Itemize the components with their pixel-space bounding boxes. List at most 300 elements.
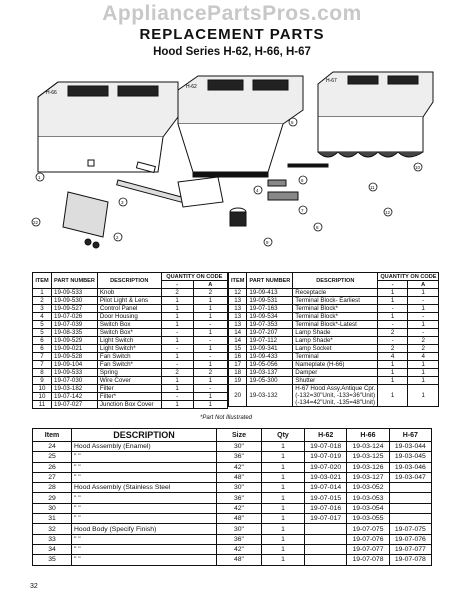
table-row xyxy=(33,329,228,337)
cell-part: 19-09-534 xyxy=(247,313,293,321)
cell-qty: 1 xyxy=(262,452,305,462)
cell-description: " " xyxy=(72,452,217,462)
cell-item: 11 xyxy=(33,401,52,409)
cell-h67: 19-07-076 xyxy=(389,534,431,544)
cell-qty-a: 1 xyxy=(193,329,227,337)
table-row xyxy=(229,361,439,369)
cell-item: 6 xyxy=(33,345,52,353)
cell-qty: 1 xyxy=(262,462,305,472)
cell-qty-dash: 2 xyxy=(378,345,408,353)
table-row xyxy=(33,472,432,482)
cell-item: 10 xyxy=(33,393,52,401)
cell-part: 19-07-207 xyxy=(247,329,293,337)
cell-qty-dash: 1 xyxy=(161,377,193,385)
table-row xyxy=(33,313,228,321)
callout-label: 22 xyxy=(33,220,39,225)
cell-size: 36" xyxy=(217,452,262,462)
cell-qty: 1 xyxy=(262,555,305,565)
cell-part: 19-09-533 xyxy=(52,289,98,297)
cell-description: Damper xyxy=(293,369,378,377)
cell-description: Pilot Light & Lens xyxy=(97,297,161,305)
cell-description: Receptacle xyxy=(293,289,378,297)
cell-qty: 1 xyxy=(262,442,305,452)
cell-h67: 19-07-078 xyxy=(389,555,431,565)
cell-item: 13 xyxy=(229,297,247,305)
cell-h66: 19-03-126 xyxy=(347,462,389,472)
cell-item: 18 xyxy=(229,369,247,377)
table-row xyxy=(33,462,432,472)
cell-description: Hood Assembly (Enamel) xyxy=(72,442,217,452)
cell-qty-dash: 4 xyxy=(378,353,408,361)
cell-part: 19-03-137 xyxy=(247,369,293,377)
callout-label: 5 xyxy=(291,120,294,125)
table-row xyxy=(33,305,228,313)
cell-qty-a: 1 xyxy=(193,313,227,321)
cell-description: Filter xyxy=(97,385,161,393)
cell-part: 19-07-112 xyxy=(247,337,293,345)
col-item: Item xyxy=(33,429,72,442)
cell-size: 36" xyxy=(217,493,262,503)
cell-qty: 1 xyxy=(262,493,305,503)
cell-qty: 1 xyxy=(262,534,305,544)
cell-item: 13 xyxy=(229,313,247,321)
table-row xyxy=(33,401,228,409)
col-h67: H-67 xyxy=(389,429,431,442)
cell-item: 26 xyxy=(33,462,72,472)
cell-item: 31 xyxy=(33,514,72,524)
col-description: DESCRIPTION xyxy=(293,273,378,289)
cell-h62: 19-07-018 xyxy=(305,442,347,452)
cell-description: Terminal Block*-Latest xyxy=(293,321,378,329)
parts-table-right xyxy=(228,272,439,407)
cell-qty-a: 1 xyxy=(407,369,439,377)
cell-h62: 19-07-019 xyxy=(305,452,347,462)
cell-qty-a: - xyxy=(193,353,227,361)
cell-part: 19-08-335 xyxy=(52,329,98,337)
col-h66: H-66 xyxy=(347,429,389,442)
cell-description: Lamp Socket xyxy=(293,345,378,353)
cell-size: 30" xyxy=(217,524,262,534)
cell-description: " " xyxy=(72,493,217,503)
cell-h66: 19-03-124 xyxy=(347,442,389,452)
watermark: AppliancePartsPros.com xyxy=(102,2,362,25)
col-item: ITEM xyxy=(229,273,247,289)
callout-label: 9 xyxy=(266,240,269,245)
cell-qty-a: 1 xyxy=(193,361,227,369)
cell-h66: 19-03-054 xyxy=(347,503,389,513)
cell-h67 xyxy=(389,493,431,503)
callout-label: 12 xyxy=(385,210,391,215)
cell-h67: 19-07-077 xyxy=(389,544,431,554)
cell-qty-dash: - xyxy=(161,393,193,401)
parts-table-header xyxy=(229,273,439,281)
desc-line: (-134=42"Unit, -135=48"Unit) xyxy=(295,399,376,406)
main-table-header xyxy=(33,429,432,442)
cell-h67: 19-03-046 xyxy=(389,462,431,472)
cell-description: " " xyxy=(72,514,217,524)
table-row xyxy=(33,555,432,565)
col-code-a: A xyxy=(193,281,227,289)
cell-description: Terminal xyxy=(293,353,378,361)
cell-part: 19-09-433 xyxy=(247,353,293,361)
table-row xyxy=(229,313,439,321)
cell-qty-a: 1 xyxy=(193,401,227,409)
cell-qty: 1 xyxy=(262,483,305,493)
cell-item: 3 xyxy=(33,305,52,313)
cell-h67: 19-03-044 xyxy=(389,442,431,452)
cell-description: Junction Box Cover xyxy=(97,401,161,409)
table-row xyxy=(229,353,439,361)
cell-part: 19-09-413 xyxy=(247,289,293,297)
cell-qty-a: - xyxy=(407,313,439,321)
cell-part: 19-09-527 xyxy=(52,305,98,313)
desc-line: H-67 Hood Assy.Antique Cpr. xyxy=(295,385,376,392)
cell-qty: 1 xyxy=(262,544,305,554)
cell-description: " " xyxy=(72,555,217,565)
cell-h62 xyxy=(305,524,347,534)
cell-item: 8 xyxy=(33,369,52,377)
page-title: REPLACEMENT PARTS xyxy=(139,26,325,43)
cell-qty-dash: 1 xyxy=(161,305,193,313)
cell-description: Fan Switch* xyxy=(97,361,161,369)
cell-part: 19-07-039 xyxy=(52,321,98,329)
cell-description: Spring xyxy=(97,369,161,377)
table-row xyxy=(33,321,228,329)
callout-label: 11 xyxy=(370,185,375,190)
cell-qty-dash: 1 xyxy=(378,289,408,297)
col-quantity: QUANTITY ON CODE xyxy=(161,273,227,281)
cell-size: 48" xyxy=(217,472,262,482)
cell-qty-dash: - xyxy=(378,337,408,345)
cell-h66: 19-07-078 xyxy=(347,555,389,565)
cell-h62: 19-03-021 xyxy=(305,472,347,482)
desc-line: (-132=30"Unit, -133=36"Unit) xyxy=(295,392,376,399)
cell-h62: 19-07-020 xyxy=(305,462,347,472)
cell-description: " " xyxy=(72,462,217,472)
table-row xyxy=(33,337,228,345)
footnote: *Part Not Illustrated xyxy=(200,415,253,421)
table-row xyxy=(33,289,228,297)
table-row xyxy=(33,369,228,377)
table-row xyxy=(229,337,439,345)
table-row xyxy=(229,305,439,313)
cell-qty: 1 xyxy=(262,472,305,482)
cell-item: 14 xyxy=(229,329,247,337)
cell-size: 42" xyxy=(217,462,262,472)
cell-h67: 19-03-047 xyxy=(389,472,431,482)
table-row xyxy=(33,345,228,353)
cell-qty-dash: - xyxy=(161,361,193,369)
hood-h67-drawing xyxy=(318,72,433,157)
cell-qty-dash: - xyxy=(378,321,408,329)
cell-description: Light Switch* xyxy=(97,345,161,353)
cell-part: 19-05-300 xyxy=(247,377,293,385)
table-row xyxy=(33,377,228,385)
table-row xyxy=(33,524,432,534)
cell-qty-dash: 1 xyxy=(161,337,193,345)
cell-part: 19-09-530 xyxy=(52,297,98,305)
cell-h66: 19-07-075 xyxy=(347,524,389,534)
callout-label: 7 xyxy=(301,208,304,213)
page-number: 32 xyxy=(30,583,38,590)
cell-h66: 19-03-125 xyxy=(347,452,389,462)
cell-item: 16 xyxy=(229,353,247,361)
table-row xyxy=(33,393,228,401)
cell-description: Nameplate (H-66) xyxy=(293,361,378,369)
cell-part: 19-09-528 xyxy=(52,353,98,361)
callout-label: 8 xyxy=(316,225,319,230)
cell-description: Control Panel xyxy=(97,305,161,313)
table-row xyxy=(229,377,439,385)
cell-description: Fan Switch xyxy=(97,353,161,361)
hood-label-h62: H-62 xyxy=(186,84,197,90)
cell-item: 5 xyxy=(33,321,52,329)
cell-qty-a: 1 xyxy=(407,289,439,297)
cell-qty-a: 1 xyxy=(193,377,227,385)
cell-qty-dash: 1 xyxy=(161,385,193,393)
cell-item: 34 xyxy=(33,544,72,554)
callout-label: 6 xyxy=(301,178,304,183)
table-row xyxy=(33,534,432,544)
cell-h62 xyxy=(305,534,347,544)
cell-description: Hood Assembly (Stainless Steel xyxy=(72,483,217,493)
hood-label-h66: H-66 xyxy=(46,90,57,96)
cell-description: Switch Box* xyxy=(97,329,161,337)
cell-part: 19-03-132 xyxy=(247,385,293,407)
cell-qty-dash: 2 xyxy=(378,329,408,337)
cell-h62: 19-07-017 xyxy=(305,514,347,524)
page-subtitle: Hood Series H-62, H-66, H-67 xyxy=(153,46,311,58)
col-part-number: PART NUMBER xyxy=(52,273,98,289)
cell-h67 xyxy=(389,483,431,493)
cell-size: 36" xyxy=(217,534,262,544)
cell-part: 19-07-027 xyxy=(52,401,98,409)
cell-description: " " xyxy=(72,472,217,482)
cell-size: 42" xyxy=(217,503,262,513)
cell-item: 27 xyxy=(33,472,72,482)
cell-description: Terminal Block- Earliest xyxy=(293,297,378,305)
cell-h62 xyxy=(305,544,347,554)
cell-item: 15 xyxy=(229,345,247,353)
cell-part: 19-05-056 xyxy=(247,361,293,369)
cell-qty-a: - xyxy=(193,385,227,393)
table-row xyxy=(33,493,432,503)
parts-table-left xyxy=(32,272,228,409)
cell-part: 19-09-531 xyxy=(247,297,293,305)
cell-qty-dash: 1 xyxy=(161,353,193,361)
cell-description: Switch Box xyxy=(97,321,161,329)
cell-qty-dash: 1 xyxy=(161,321,193,329)
cell-qty-a: 2 xyxy=(193,369,227,377)
cell-item: 6 xyxy=(33,337,52,345)
table-row xyxy=(229,369,439,377)
cell-item: 7 xyxy=(33,361,52,369)
cell-item: 30 xyxy=(33,503,72,513)
cell-qty-dash: - xyxy=(378,305,408,313)
cell-h66: 19-03-052 xyxy=(347,483,389,493)
table-row xyxy=(33,297,228,305)
cell-part: 19-07-026 xyxy=(52,313,98,321)
cell-qty-a: 1 xyxy=(407,305,439,313)
cell-qty-a: 1 xyxy=(193,305,227,313)
col-h62: H-62 xyxy=(305,429,347,442)
cell-qty-a: 1 xyxy=(193,297,227,305)
cell-item: 17 xyxy=(229,361,247,369)
cell-item: 13 xyxy=(229,305,247,313)
cell-item: 35 xyxy=(33,555,72,565)
cell-qty-dash: 1 xyxy=(161,297,193,305)
hood-h62-drawing xyxy=(178,76,303,177)
cell-part: 19-03-182 xyxy=(52,385,98,393)
table-row xyxy=(229,329,439,337)
table-row xyxy=(229,321,439,329)
cell-qty-dash: 1 xyxy=(378,361,408,369)
cell-qty-a: 1 xyxy=(407,321,439,329)
cell-h67: 19-03-045 xyxy=(389,452,431,462)
col-item: ITEM xyxy=(33,273,52,289)
cell-description: " " xyxy=(72,503,217,513)
cell-item: 25 xyxy=(33,452,72,462)
cell-part: 19-09-104 xyxy=(52,361,98,369)
cell-qty-a: 2 xyxy=(193,289,227,297)
table-row xyxy=(33,353,228,361)
cell-part: 19-09-533 xyxy=(52,369,98,377)
cell-qty-a: 1 xyxy=(407,385,439,407)
col-code-a: A xyxy=(407,281,439,289)
table-row xyxy=(229,297,439,305)
cell-size: 30" xyxy=(217,483,262,493)
col-qty: Qty xyxy=(262,429,305,442)
cell-description: Wire Cover xyxy=(97,377,161,385)
cell-item: 28 xyxy=(33,483,72,493)
parts-table-header xyxy=(33,273,228,281)
cell-qty-dash: 1 xyxy=(378,297,408,305)
table-row xyxy=(33,503,432,513)
cell-part: 19-07-163 xyxy=(247,305,293,313)
col-code-dash: - xyxy=(161,281,193,289)
cell-qty-a: 4 xyxy=(407,353,439,361)
hood-label-h67: H-67 xyxy=(326,78,337,84)
cell-description: Hood Body (Specify Finish) xyxy=(72,524,217,534)
cell-description: Door Housing xyxy=(97,313,161,321)
cell-h62: 19-07-014 xyxy=(305,483,347,493)
cell-h67 xyxy=(389,503,431,513)
hood-assembly-table xyxy=(32,428,432,566)
cell-description: Filter* xyxy=(97,393,161,401)
cell-h66: 19-03-053 xyxy=(347,493,389,503)
cell-item: 5 xyxy=(33,329,52,337)
cell-item: 10 xyxy=(33,385,52,393)
table-row xyxy=(33,452,432,462)
cell-qty-dash: - xyxy=(161,345,193,353)
cell-qty: 1 xyxy=(262,503,305,513)
cell-part: 19-07-353 xyxy=(247,321,293,329)
cell-qty-dash: 1 xyxy=(378,313,408,321)
col-quantity: QUANTITY ON CODE xyxy=(378,273,439,281)
cell-part: 19-09-021 xyxy=(52,345,98,353)
cell-qty-dash: - xyxy=(161,329,193,337)
cell-qty-a: 2 xyxy=(407,345,439,353)
cell-qty-dash: 1 xyxy=(378,385,408,407)
col-code-dash: - xyxy=(378,281,408,289)
table-row xyxy=(33,483,432,493)
cell-item: 14 xyxy=(229,337,247,345)
cell-h62: 19-07-015 xyxy=(305,493,347,503)
cell-qty-a: 1 xyxy=(407,377,439,385)
callout-label: 3 xyxy=(121,200,124,205)
callout-label: 4 xyxy=(256,188,259,193)
cell-item: 4 xyxy=(33,313,52,321)
cell-item: 9 xyxy=(33,377,52,385)
cell-qty-a: - xyxy=(407,297,439,305)
cell-description: Terminal Block* xyxy=(293,313,378,321)
col-part-number: PART NUMBER xyxy=(247,273,293,289)
cell-qty-a: - xyxy=(193,321,227,329)
cell-description: " " xyxy=(72,544,217,554)
cell-qty-a: 1 xyxy=(407,361,439,369)
cell-item: 32 xyxy=(33,524,72,534)
cell-h66: 19-03-127 xyxy=(347,472,389,482)
cell-description: " " xyxy=(72,534,217,544)
cell-qty-a: 2 xyxy=(407,337,439,345)
cell-qty-dash: 1 xyxy=(378,377,408,385)
hood-h66-drawing xyxy=(38,82,178,172)
cell-description: Lamp Shade xyxy=(293,329,378,337)
callout-label: 10 xyxy=(415,165,421,170)
cell-qty: 1 xyxy=(262,514,305,524)
cell-h66: 19-07-076 xyxy=(347,534,389,544)
cell-description: Light Switch xyxy=(97,337,161,345)
cell-item: 20 xyxy=(229,385,247,407)
cell-qty-a: - xyxy=(193,337,227,345)
table-row xyxy=(33,442,432,452)
cell-item: 24 xyxy=(33,442,72,452)
cell-h62 xyxy=(305,555,347,565)
cell-item: 12 xyxy=(229,289,247,297)
col-description: DESCRIPTION xyxy=(72,429,217,442)
table-row xyxy=(229,289,439,297)
cell-h67: 19-07-075 xyxy=(389,524,431,534)
cell-description: Shutter xyxy=(293,377,378,385)
cell-description: Terminal Block* xyxy=(293,305,378,313)
cell-description: Lamp Shade* xyxy=(293,337,378,345)
cell-item: 1 xyxy=(33,289,52,297)
table-row xyxy=(33,514,432,524)
cell-qty-dash: 2 xyxy=(161,289,193,297)
cell-item: 33 xyxy=(33,534,72,544)
cell-h66: 19-03-055 xyxy=(347,514,389,524)
cell-qty-a: 1 xyxy=(193,345,227,353)
callout-label: 2 xyxy=(116,235,119,240)
cell-part: 19-07-142 xyxy=(52,393,98,401)
cell-qty: 1 xyxy=(262,524,305,534)
cell-size: 42" xyxy=(217,544,262,554)
cell-qty-dash: 1 xyxy=(161,313,193,321)
cell-part: 19-09-341 xyxy=(247,345,293,353)
cell-description: Knob xyxy=(97,289,161,297)
cell-item: 19 xyxy=(229,377,247,385)
cell-h66: 19-07-077 xyxy=(347,544,389,554)
table-row-item-20 xyxy=(229,385,439,407)
cell-h67 xyxy=(389,514,431,524)
table-row xyxy=(33,544,432,554)
table-row xyxy=(33,385,228,393)
cell-qty-a: 1 xyxy=(193,393,227,401)
cell-description xyxy=(293,385,378,407)
cell-item: 29 xyxy=(33,493,72,503)
cell-item: 7 xyxy=(33,353,52,361)
cell-qty-a: - xyxy=(407,329,439,337)
